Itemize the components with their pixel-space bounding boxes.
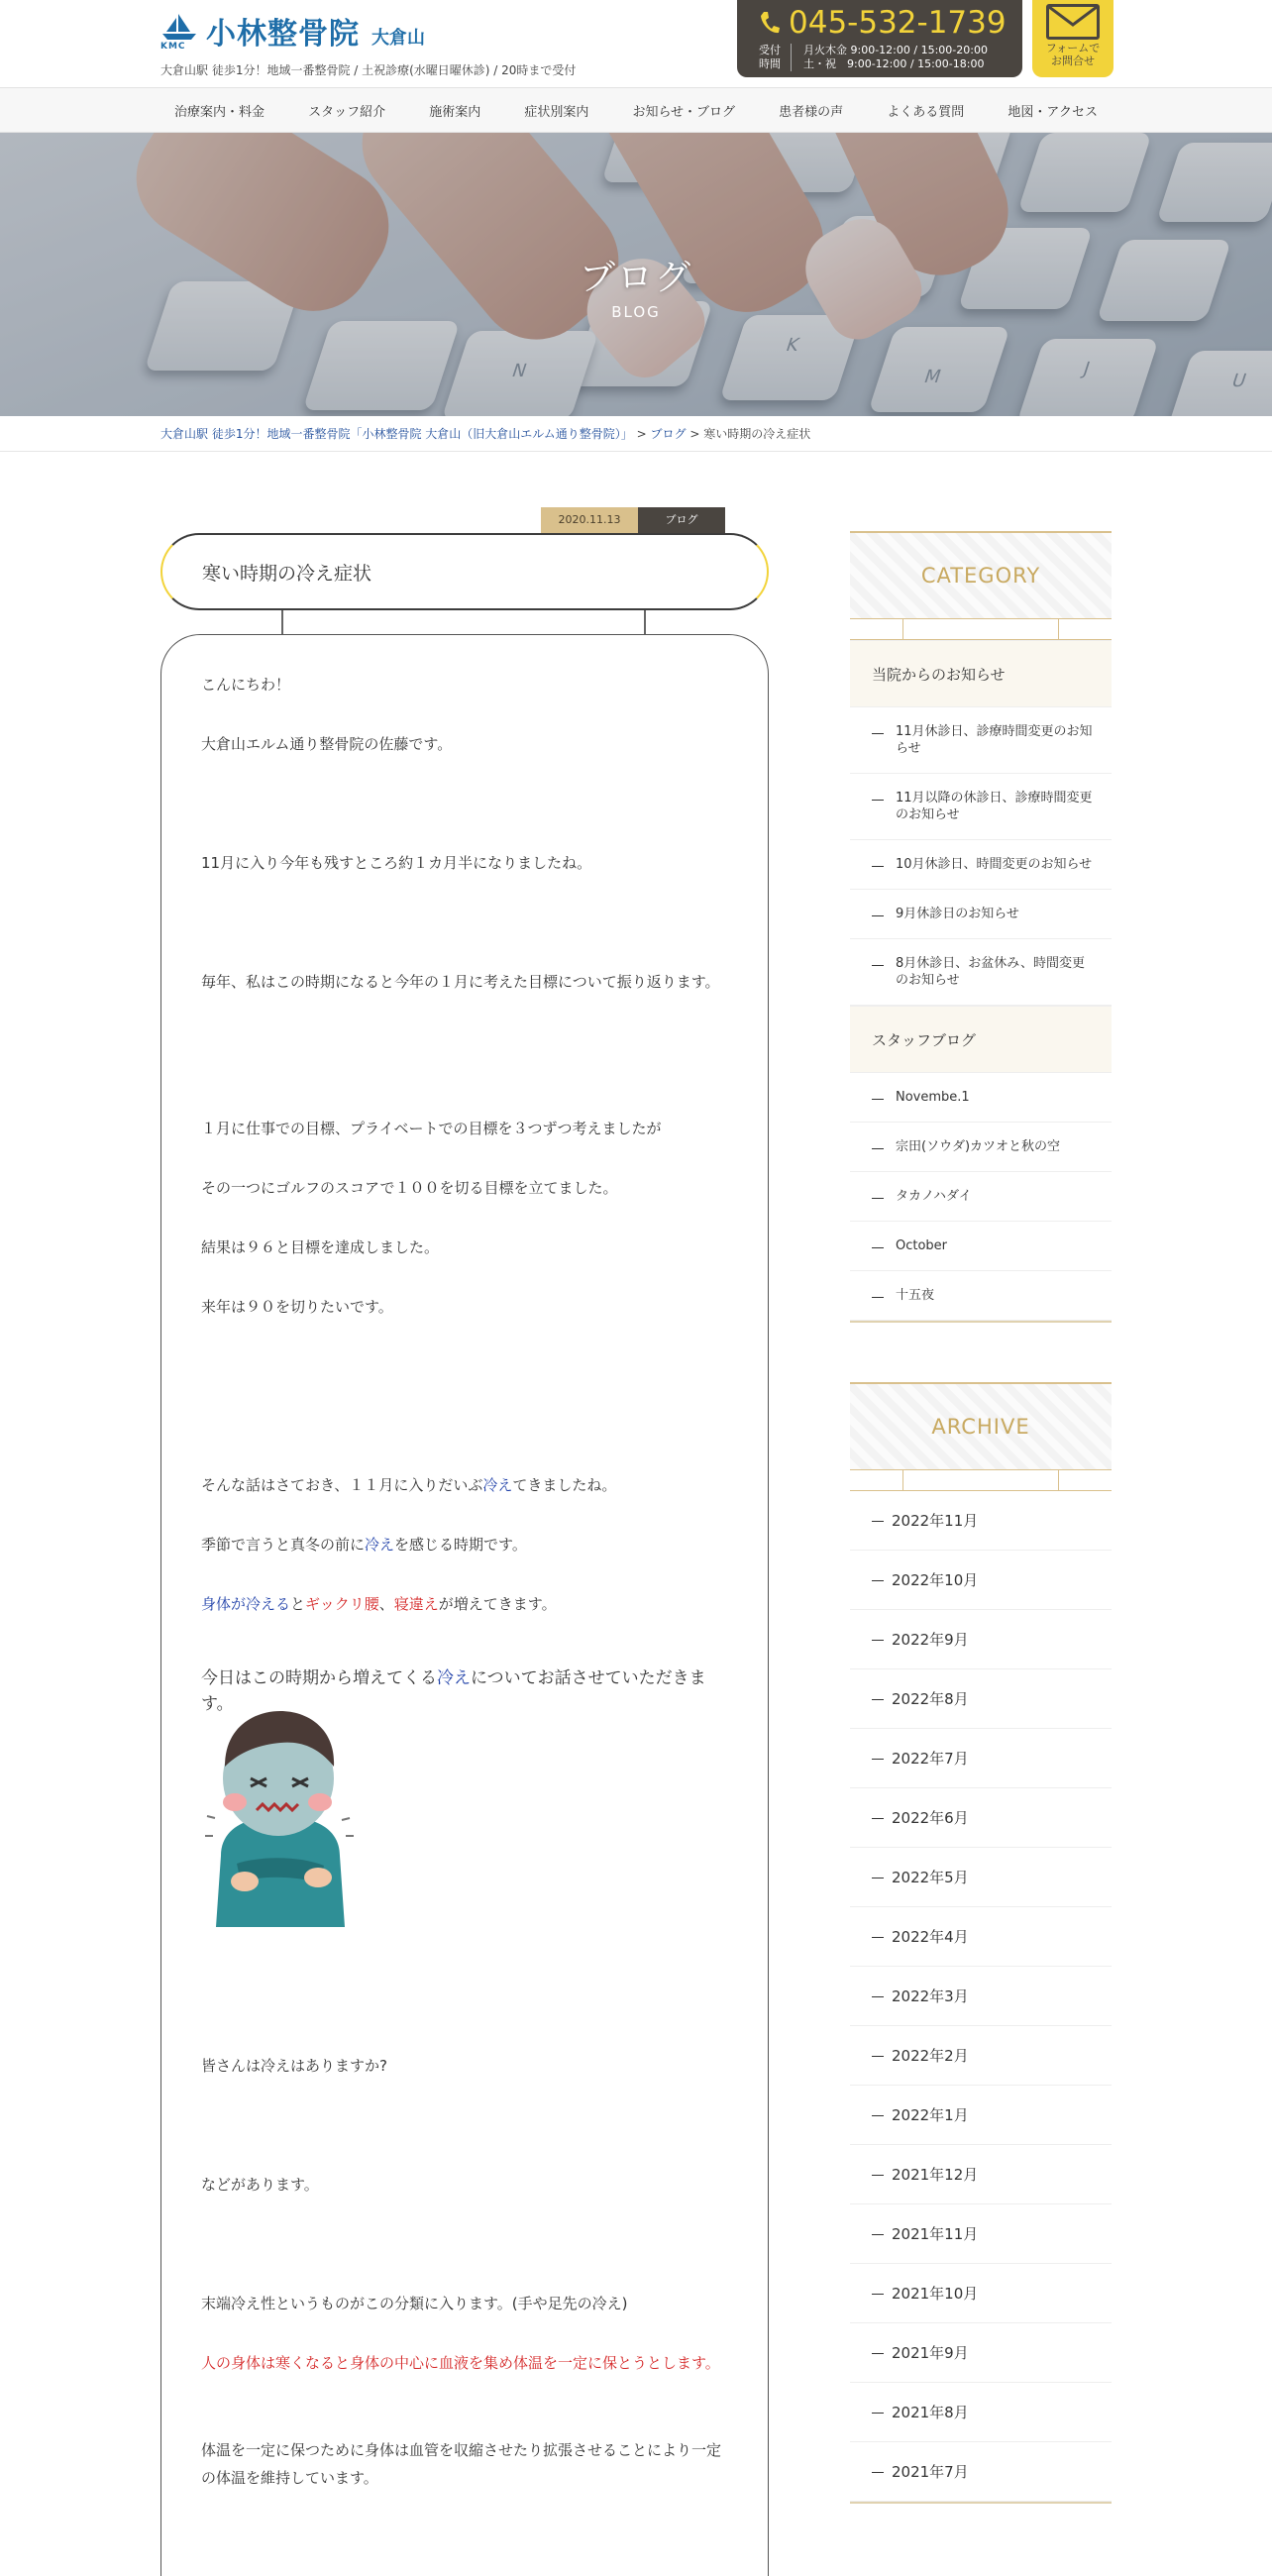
post-paragraph: 来年は９０を切りたいです。 (201, 1298, 393, 1316)
post-paragraph: などがあります。 (201, 2176, 319, 2194)
nav-item-procedures[interactable]: 施術案内 (429, 104, 481, 120)
post-paragraph: その一つにゴルフのスコアで１００を切る目標を立てました。 (201, 1179, 618, 1197)
post-paragraph: 今日はこの時期から増えてくる冷えについてお話させていただきます。 (201, 1668, 706, 1714)
nav-item-voices[interactable]: 患者様の声 (779, 104, 844, 120)
archive-widget (850, 1382, 1112, 2504)
keyboard-key: N (441, 331, 598, 416)
nav-item-treatment[interactable]: 治療案内・料金 (174, 104, 265, 120)
global-nav (0, 87, 1272, 133)
nav-item-news-blog[interactable]: お知らせ・ブログ (632, 104, 736, 120)
post-title: 寒い時期の冷え症状 (202, 563, 372, 585)
phone-box[interactable] (737, 0, 1022, 77)
mail-icon (1046, 4, 1100, 40)
post-body (160, 634, 769, 2576)
post-paragraph: 体温を一定に保つために身体は血管を収縮させたり拡張させることにより一定の体温を維持しています。 (201, 2441, 722, 2487)
category-post-link[interactable]: 11月休診日、診療時間変更のお知らせ (850, 707, 1112, 774)
category-widget (850, 531, 1112, 1323)
phone-icon (759, 10, 781, 36)
nav-item-faq[interactable]: よくある質問 (887, 104, 965, 120)
archive-link[interactable]: 2022年9月 (850, 1610, 1112, 1669)
category-post-link[interactable]: 10月休診日、時間変更のお知らせ (850, 840, 1112, 890)
logo-area: 大倉山 (371, 28, 425, 49)
archive-link[interactable]: 2021年7月 (850, 2442, 1112, 2502)
post-paragraph: 末端冷え性というものがこの分類に入ります。(手や足先の冷え) (201, 2295, 628, 2312)
nav-item-staff[interactable]: スタッフ紹介 (308, 104, 386, 120)
archive-link[interactable]: 2022年8月 (850, 1669, 1112, 1729)
breadcrumb: 大倉山駅 徒歩1分！地域一番整骨院「小林整骨院 大倉山（旧大倉山エルム通り整骨院）」 > ブログ > 寒い時期の冷え症状 (0, 416, 1272, 452)
post-paragraph: こんにちわ！ (201, 676, 291, 694)
breadcrumb-current: 寒い時期の冷え症状 (703, 427, 811, 441)
category-post-link[interactable]: タカノハダイ (850, 1172, 1112, 1222)
keyboard-key: J (1016, 339, 1159, 416)
category-post-link[interactable]: October (850, 1222, 1112, 1271)
keyboard-key: M (868, 327, 1010, 412)
ship-logo-icon (160, 12, 198, 52)
main-content (0, 452, 1272, 2544)
keyboard-key: K (719, 315, 862, 400)
archive-link[interactable]: 2022年5月 (850, 1848, 1112, 1907)
breadcrumb-blog[interactable]: ブログ (650, 427, 687, 441)
post-paragraph: 皆さんは冷えはありますか? (201, 2057, 387, 2075)
archive-link[interactable]: 2022年10月 (850, 1551, 1112, 1610)
page-title: ブログ (579, 258, 692, 298)
site-header (0, 0, 1272, 87)
archive-link[interactable]: 2022年7月 (850, 1729, 1112, 1788)
archive-link[interactable]: 2022年6月 (850, 1788, 1112, 1848)
archive-link[interactable]: 2022年1月 (850, 2086, 1112, 2145)
archive-link[interactable]: 2022年4月 (850, 1907, 1112, 1967)
post-paragraph: 毎年、私はこの時期になると今年の１月に考えた目標について振り返ります。 (201, 973, 720, 991)
category-post-link[interactable]: 十五夜 (850, 1271, 1112, 1321)
category-post-link[interactable]: 9月休診日のお知らせ (850, 890, 1112, 939)
archive-link[interactable]: 2022年2月 (850, 2026, 1112, 2086)
sidebar (850, 531, 1112, 2504)
archive-link[interactable]: 2021年10月 (850, 2264, 1112, 2323)
hero-banner (0, 133, 1272, 416)
archive-link[interactable]: 2021年9月 (850, 2323, 1112, 2383)
header-tagline: 大倉山駅 徒歩1分！地域一番整骨院 / 土祝診療(水曜日曜休診) / 20時まで受付 (160, 63, 577, 77)
archive-link[interactable]: 2022年3月 (850, 1967, 1112, 2026)
category-group[interactable]: スタッフブログ (850, 1006, 1112, 1073)
phone-number[interactable]: 045-532-1739 (759, 4, 1007, 42)
breadcrumb-home[interactable]: 大倉山駅 徒歩1分！地域一番整骨院「小林整骨院 大倉山（旧大倉山エルム通り整骨院）」 (160, 427, 633, 441)
hours-label: 受付 時間 (759, 44, 792, 71)
logo-abbr: KMC (160, 42, 186, 52)
hours-detail: 月火木金 9:00-12:00 / 15:00-20:00 土・祝 9:00-12:00 / 15:00-18:00 (803, 44, 988, 70)
archive-link[interactable]: 2021年8月 (850, 2383, 1112, 2442)
phone-hours (759, 44, 988, 71)
post-category[interactable]: ブログ (638, 507, 725, 533)
post-paragraph: 11月に入り今年も残すところ約１カ月半になりましたね。 (201, 854, 592, 872)
post-paragraph: そんな話はさておき、１１月に入りだいぶ冷えてきましたね。 (201, 1476, 617, 1494)
site-logo[interactable] (160, 12, 425, 52)
category-widget-title: CATEGORY (850, 533, 1112, 618)
post-paragraph: 身体が冷えるとギックリ腰、寝違えが増えてきます。 (201, 1595, 557, 1613)
archive-link[interactable]: 2021年11月 (850, 2204, 1112, 2264)
post-paragraph: １月に仕事での目標、プライベートでの目標を３つずつ考えましたが (201, 1120, 662, 1137)
post-paragraph: 人の身体は寒くなると身体の中心に血液を集め体温を一定に保とうとします。 (201, 2354, 720, 2372)
keyboard-key: U (1165, 351, 1272, 416)
post-meta (541, 507, 725, 533)
nav-item-symptoms[interactable]: 症状別案内 (524, 104, 589, 120)
post-date: 2020.11.13 (541, 507, 638, 533)
contact-form-button[interactable]: フォームで お問合せ (1032, 0, 1113, 77)
category-post-link[interactable]: 宗田(ソウダ)カツオと秋の空 (850, 1123, 1112, 1172)
category-post-link[interactable]: Novembe.1 (850, 1073, 1112, 1123)
category-post-link[interactable]: 8月休診日、お盆休み、時間変更のお知らせ (850, 939, 1112, 1006)
nav-item-access[interactable]: 地図・アクセス (1007, 104, 1098, 120)
page-subtitle: BLOG (611, 303, 661, 321)
archive-widget-title: ARCHIVE (850, 1384, 1112, 1469)
logo-name: 小林整骨院 (206, 17, 360, 52)
category-group[interactable]: 当院からのお知らせ (850, 640, 1112, 707)
archive-link[interactable]: 2022年11月 (850, 1491, 1112, 1551)
post-paragraph: 結果は９６と目標を達成しました。 (201, 1238, 440, 1256)
cold-person-illustration (201, 1707, 360, 1927)
post-title-box (160, 533, 769, 610)
post-paragraph: 季節で言うと真冬の前に冷えを感じる時期です。 (201, 1536, 527, 1554)
archive-link[interactable]: 2021年12月 (850, 2145, 1112, 2204)
post-paragraph: 大倉山エルム通り整骨院の佐藤です。 (201, 735, 453, 753)
category-post-link[interactable]: 11月以降の休診日、診療時間変更のお知らせ (850, 774, 1112, 840)
